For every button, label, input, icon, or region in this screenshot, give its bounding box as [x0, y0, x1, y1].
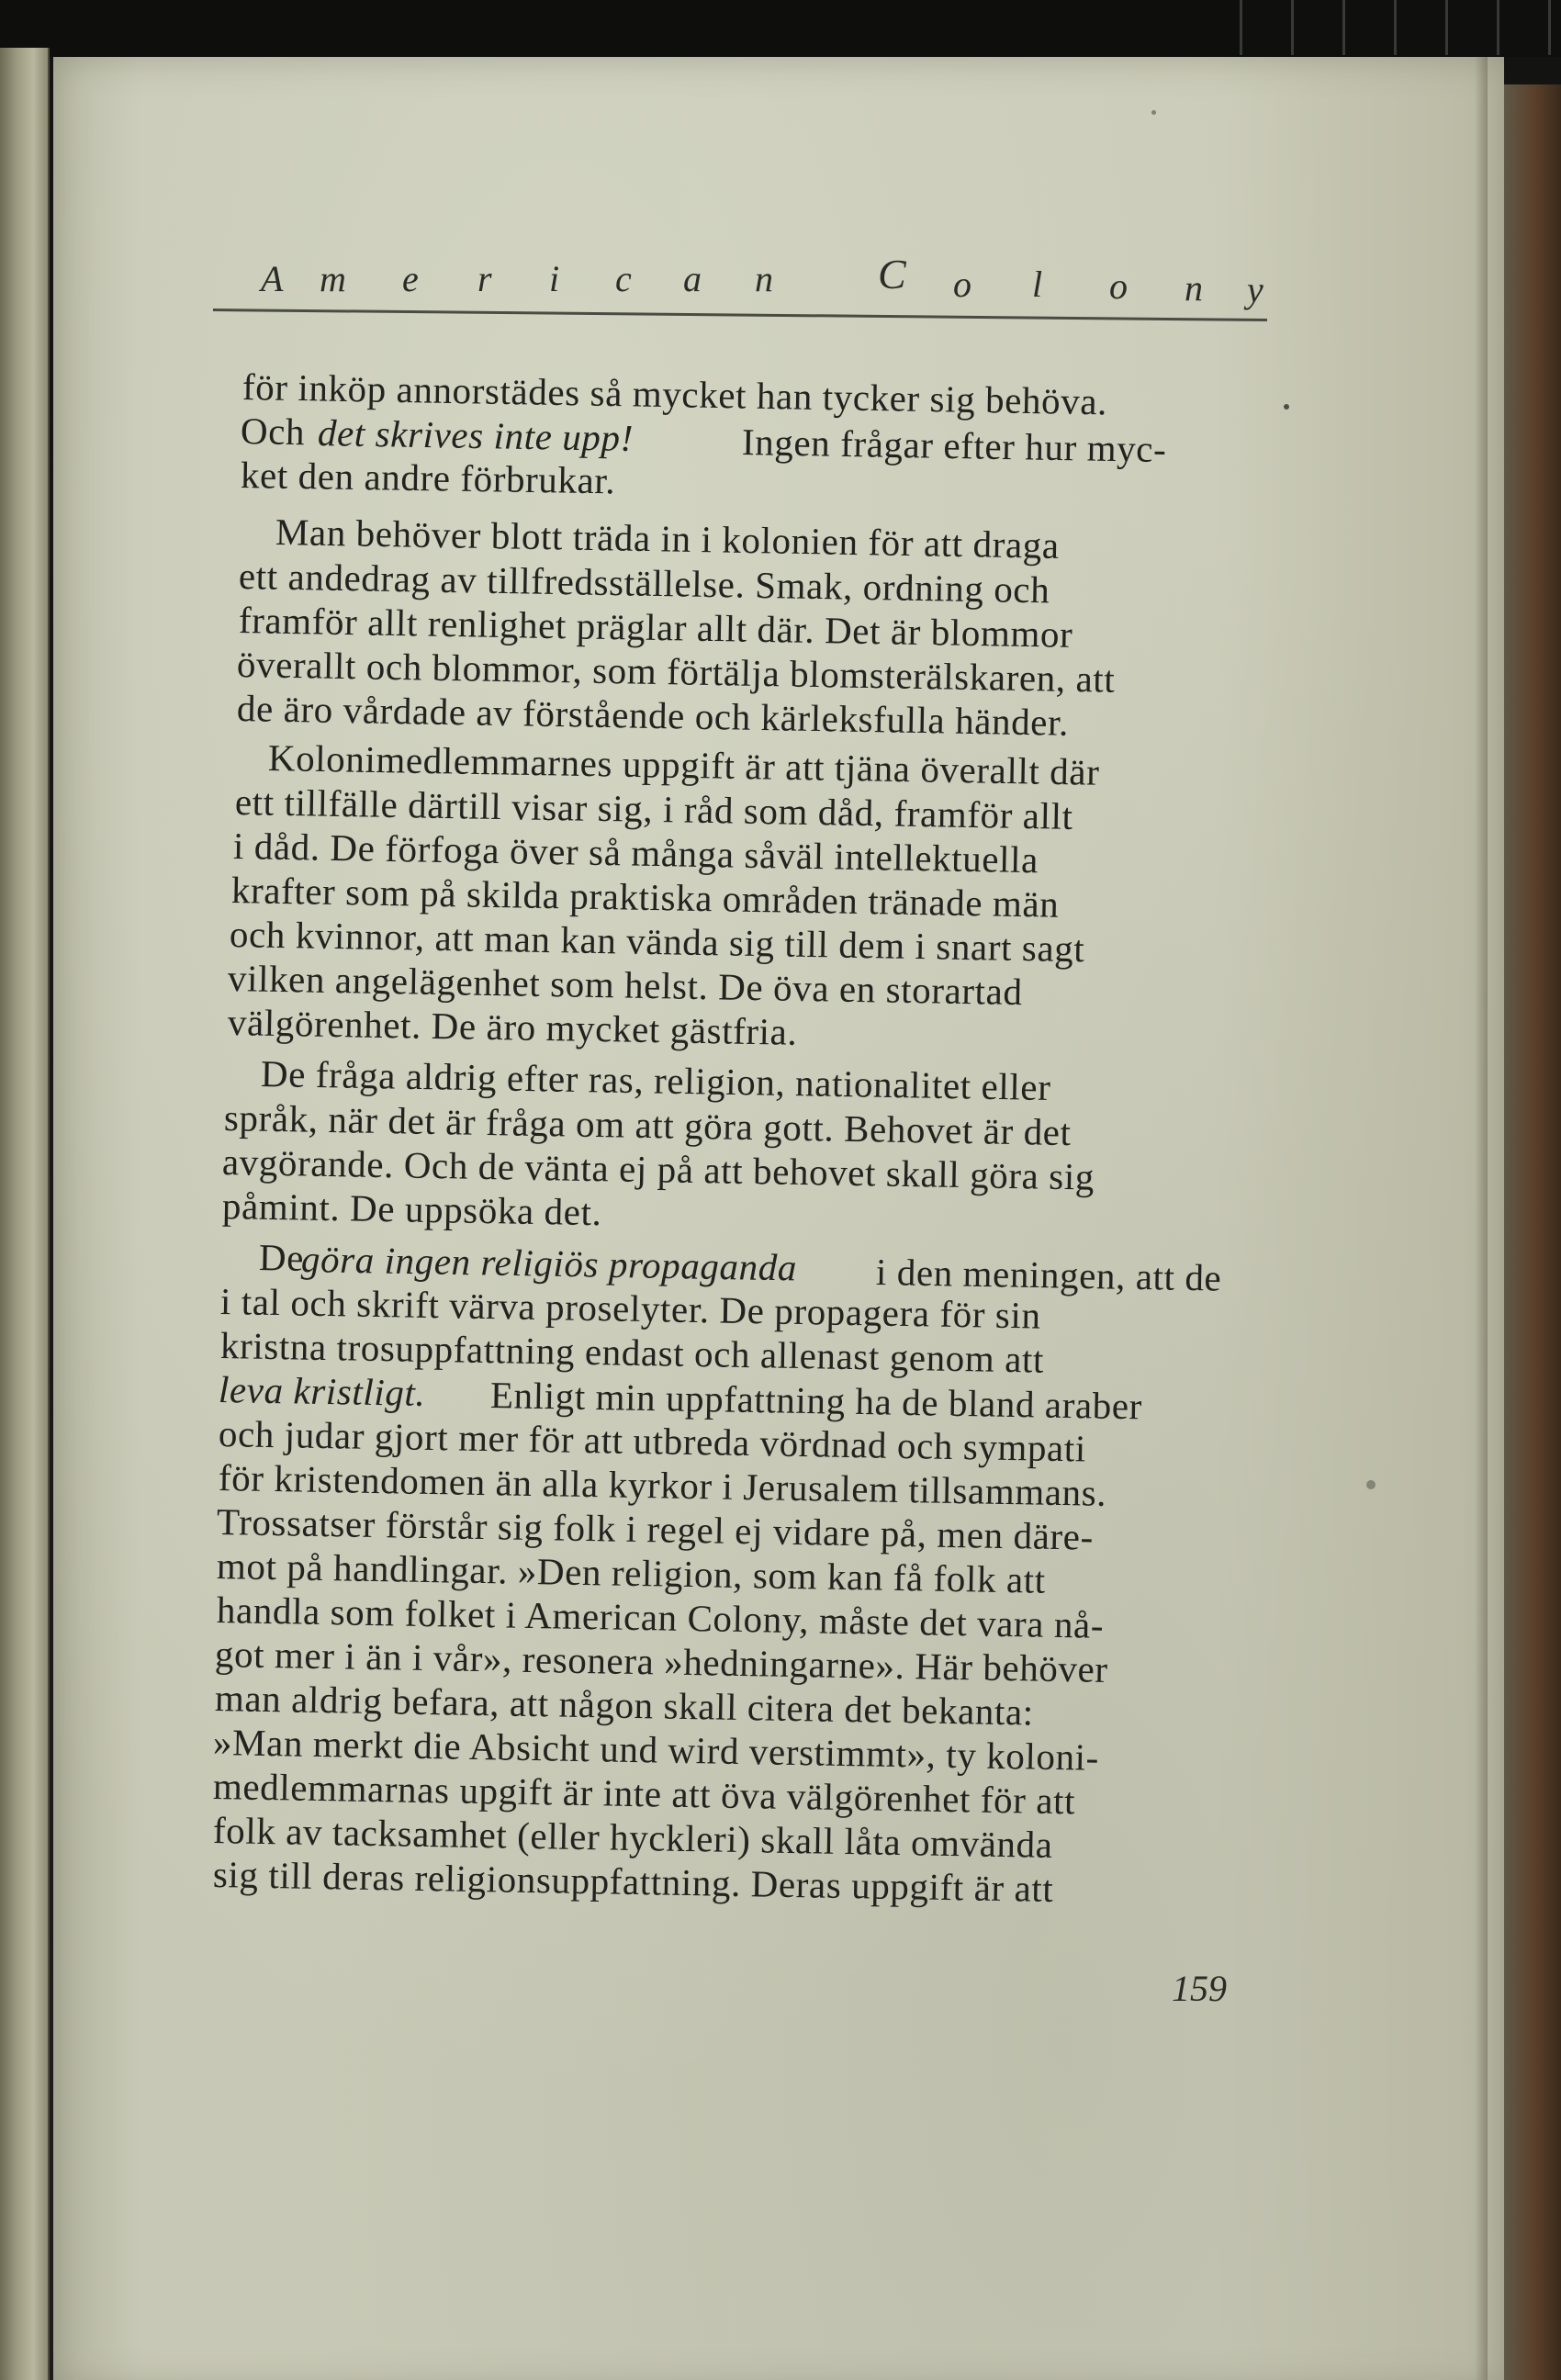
paper-speck: [1151, 110, 1156, 115]
running-head-letter: C: [878, 251, 906, 298]
text-line: i den meningen, att de: [875, 1251, 1222, 1299]
text-line: ett andedrag av tillfredsställelse. Smak, ordning och: [238, 555, 1050, 612]
text-line: i tal och skrift värva proselyter. De propagera för sin: [219, 1280, 1041, 1337]
running-head-letter: y: [1247, 269, 1263, 310]
text-line: got mer i än i vår», resonera »hedningarne». Här behöver: [214, 1633, 1109, 1690]
text-line: de äro vårdade av förstående och kärleksfulla händer.: [236, 687, 1070, 744]
text-line: Man behöver blott träda in i kolonien för att draga: [275, 511, 1061, 567]
running-head-letter: o: [953, 264, 971, 305]
text-line: krafter som på skilda praktiska områden tränade män: [230, 869, 1060, 926]
paper-speck: [1366, 1480, 1376, 1489]
text-line: handla som folket i American Colony, måste det vara nå-: [216, 1589, 1105, 1646]
text-line: och kvinnor, att man kan vända sig till dem i snart sagt: [229, 913, 1085, 971]
text-line: Ingen frågar efter hur myc-: [741, 421, 1167, 471]
running-head-letter: e: [402, 258, 419, 299]
emphasis: det skrives inte upp!: [317, 411, 635, 459]
text-line: påmint. De uppsöka det.: [221, 1184, 602, 1234]
emphasis: leva kristligt.: [218, 1368, 426, 1414]
running-head-letter: r: [477, 258, 492, 299]
text-line: ett tillfälle därtill visar sig, i råd som dåd, framför allt: [234, 780, 1073, 837]
text-line: Trossatser förstår sig folk i regel ej vidare på, men däre-: [216, 1500, 1095, 1558]
text-line: sig till deras religionsuppfattning. Deras uppgift är att: [212, 1853, 1054, 1910]
text-line: De fråga aldrig efter ras, religion, nationalitet eller: [260, 1052, 1051, 1109]
running-head-letter: c: [615, 258, 632, 299]
text-line-italic: [219, 1368, 426, 1414]
running-head-letter: A: [261, 258, 284, 299]
text-line: Och: [240, 410, 306, 454]
paper-speck: [1284, 404, 1289, 410]
text-line: avgörande. Och de vänta ej på att behovet skall göra sig: [221, 1140, 1095, 1198]
text-line: medlemmarnas upgift är inte att öva välgörenhet för att: [212, 1765, 1076, 1823]
running-head-letter: l: [1032, 264, 1043, 305]
text-line: språk, när det är fråga om att göra gott. Behovet är det: [223, 1096, 1072, 1154]
text-line: framför allt renlighet präglar allt där. Det är blommor: [238, 599, 1073, 656]
text-line: Enligt min uppfattning ha de bland araber: [489, 1374, 1143, 1428]
running-head-letter: n: [755, 258, 773, 299]
text-line: och judar gjort mer för att utbreda vördnad och sympati: [218, 1412, 1087, 1470]
text-line: i dåd. De förfoga över så många såväl intellektuella: [232, 825, 1039, 881]
text-line: för kristendomen än alla kyrkor i Jerusalem tillsammans.: [218, 1456, 1107, 1514]
text-line: De: [258, 1236, 305, 1279]
text-line: ket den andre förbrukar.: [240, 454, 616, 502]
running-head-letter: a: [683, 258, 702, 299]
running-head-letter: i: [549, 258, 560, 299]
running-head-letter: m: [320, 258, 346, 299]
text-line: välgörenhet. De äro mycket gästfria.: [227, 1001, 798, 1053]
text-line: Kolonimedlemmarnes uppgift är att tjäna överallt där: [267, 736, 1100, 793]
text-line: för inköp annorstädes så mycket han tycker sig behöva.: [241, 365, 1108, 423]
text-line: kristna trosuppfattning endast och allenast genom att: [219, 1324, 1045, 1381]
text-line: man aldrig befara, att någon skall citera det bekanta:: [214, 1677, 1035, 1734]
text-line: överallt och blommor, som förtälja blomsterälskaren, att: [236, 643, 1116, 701]
running-head-letter: o: [1109, 265, 1128, 307]
page-number: 159: [1172, 1968, 1227, 2009]
text-line: folk av tacksamhet (eller hyckleri) skall låta omvända: [212, 1809, 1053, 1866]
running-head-letter: n: [1185, 267, 1203, 309]
text-line-italic: [318, 411, 635, 459]
text-line: mot på handlingar. »Den religion, som kan få folk att: [216, 1544, 1047, 1601]
text-line: »Man merkt die Absicht und wird verstimmt», ty koloni-: [212, 1721, 1100, 1779]
text-line: vilken angelägenhet som helst. De öva en storartad: [227, 957, 1023, 1014]
text-line-italic: [301, 1238, 798, 1288]
emphasis: göra ingen religiös propaganda: [300, 1238, 798, 1289]
